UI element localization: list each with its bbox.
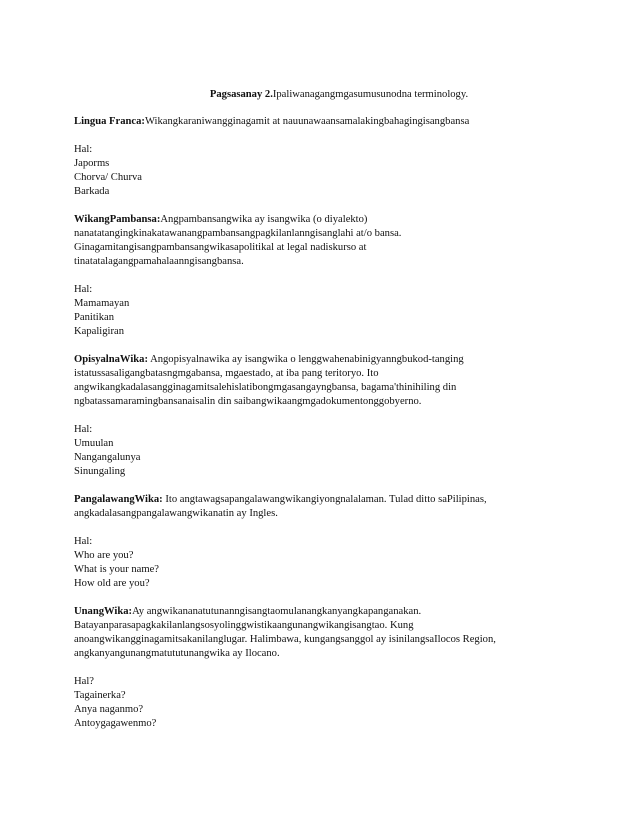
example-item: Kapaligiran [74,326,125,337]
definition-text: Ito angtawagsapangalawangwikangiyongnalalaman. Tulad ditto saPilipinas, [162,494,487,505]
example-item: Antoygagawenmo? [74,718,157,729]
examples-lingua-franca [74,143,574,199]
definition-line: angkanyangunangmatututunangwika ay Ilocano. [74,648,280,659]
definition-line: istatussasaligangbatasngmgabansa, mgaestado, at iba pang teritoryo. Ito [74,368,379,379]
definition-line [74,115,574,129]
title-instruction: Ipaliwanagangmgasumusunodna terminology. [272,89,469,100]
definition-line [74,213,574,227]
definition-pangalawang-wika [74,493,574,521]
examples-wikang-pambansa [74,283,574,339]
examples-pangalawang-wika [74,535,574,591]
term-label: UnangWika: [74,606,133,617]
examples-opisyal-na-wika [74,423,574,479]
definition-lingua-franca [74,115,574,129]
definition-text: Wikangkaraniwangginagamit at nauunawaansamalakingbahagingisangbansa [144,116,470,127]
examples-unang-wika [74,675,574,731]
term-label: Lingua Franca: [74,116,145,127]
example-item: Japorms [74,158,110,169]
definition-text: Ay angwikananatutunanngisangtaomulanangkanyangkapanganakan. [132,606,422,617]
example-item: Who are you? [74,550,134,561]
term-label: WikangPambansa: [74,214,161,225]
definition-line [74,605,574,619]
example-item: What is your name? [74,564,160,575]
definition-line: anoangwikangginagamitsakanilanglugar. Halimbawa, kungangsanggol ay isinilangsaIlocos Region, [74,634,496,645]
term-label: PangalawangWika: [74,494,163,505]
definition-line: tinatatalagangpamahalaanngisangbansa. [74,256,244,267]
example-item: Anya naganmo? [74,704,144,715]
example-item: Tagainerka? [74,690,126,701]
definition-line: Ginagamitangisangpambansangwikasapolitikal at legal nadiskurso at [74,242,367,253]
hal-label: Hal: [74,536,93,547]
document-page [74,88,574,745]
example-item: How old are you? [74,578,150,589]
definition-line [74,493,574,507]
definition-line: angkadalasangpangalawangwikanatin ay Ingles. [74,508,278,519]
term-label: OpisyalnaWika: [74,354,148,365]
example-item: Panitikan [74,312,115,323]
hal-label: Hal? [74,676,94,687]
definition-text: Angopisyalnawika ay isangwika o lenggwahenabinigyanngbukod-tanging [148,354,464,365]
definition-unang-wika [74,605,574,661]
definition-line: angwikangkadalasangginagamitsalehislatibongmgasangayngbansa, bagama'thinihiling din [74,382,457,393]
definition-line: Batayanparasapagkakilanlangsosyolinggwistikaangunangwikangisangtao. Kung [74,620,414,631]
example-item: Barkada [74,186,110,197]
definition-line: ngbatassamaramingbansanaisalin din saibangwikaangmgadokumentonggobyerno. [74,396,422,407]
definition-wikang-pambansa [74,213,574,269]
example-item: Mamamayan [74,298,130,309]
example-item: Umuulan [74,438,114,449]
page-title [74,88,574,102]
hal-label: Hal: [74,424,93,435]
hal-label: Hal: [74,144,93,155]
hal-label: Hal: [74,284,93,295]
definition-line [74,353,574,367]
definition-opisyal-na-wika [74,353,574,409]
example-item: Chorva/ Churva [74,172,142,183]
example-item: Sinungaling [74,466,126,477]
title-exercise-number: Pagsasanay 2. [209,89,273,100]
definition-line: nanatatangingkinakatawanangpambansangpagkilanlanngisanglahi at/o bansa. [74,228,402,239]
example-item: Nangangalunya [74,452,141,463]
definition-text: Angpambansangwika ay isangwika (o diyalekto) [160,214,368,225]
